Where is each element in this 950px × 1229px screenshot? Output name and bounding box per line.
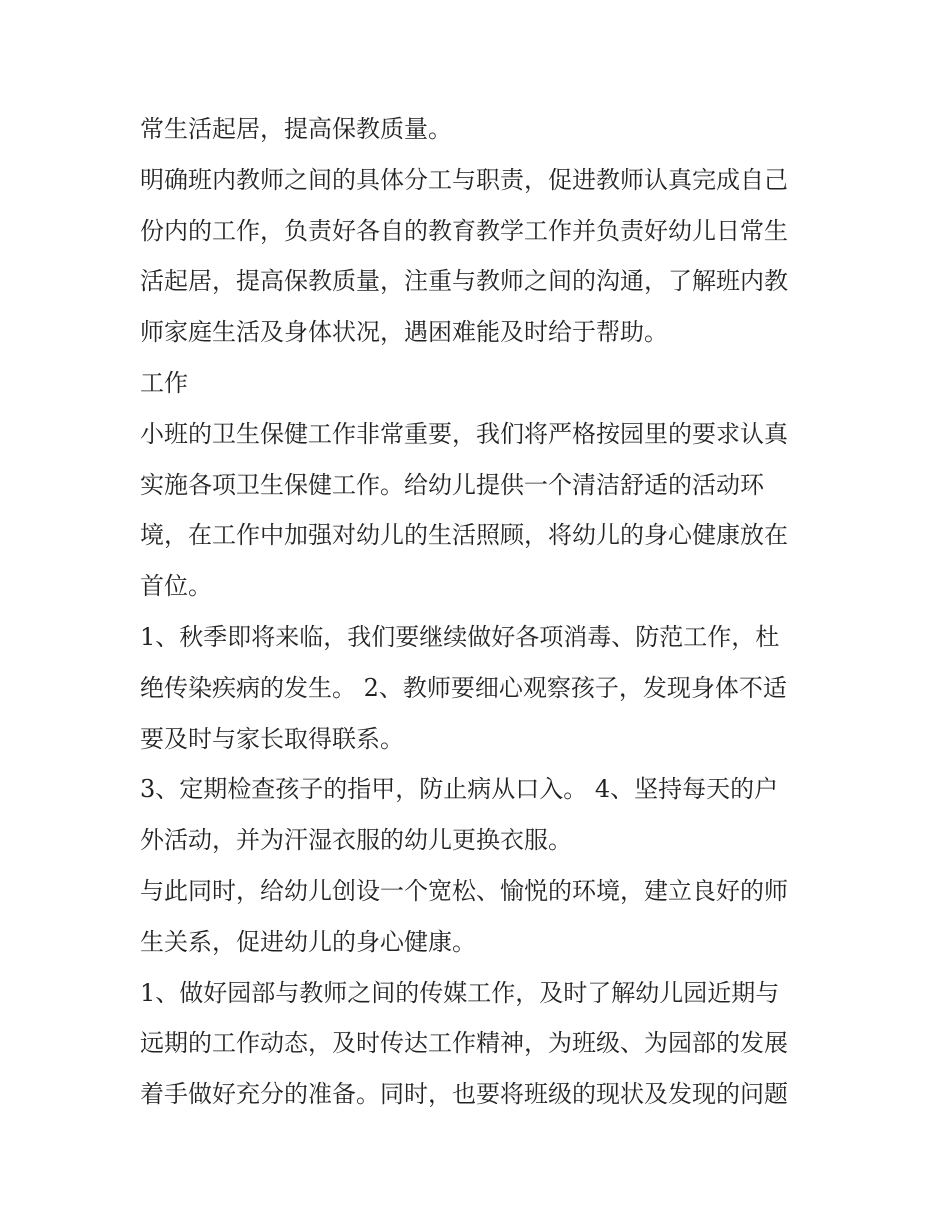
text-line-14: 3、定期检查孩子的指甲，防止病从口入。 4、坚持每天的户	[140, 775, 779, 804]
text-line-15: 外活动，并为汗湿衣服的幼儿更换衣服。	[140, 826, 572, 855]
text-line-2: 明确班内教师之间的具体分工与职责，促进教师认真完成自己	[140, 165, 788, 194]
text-line-7: 小班的卫生保健工作非常重要，我们将严格按园里的要求认真	[140, 419, 788, 448]
text-line-17: 生关系，促进幼儿的身心健康。	[140, 927, 476, 956]
text-line-19: 远期的工作动态，及时传达工作精神，为班级、为园部的发展	[140, 1029, 788, 1058]
text-line-9: 境，在工作中加强对幼儿的生活照顾，将幼儿的身心健康放在	[140, 521, 788, 550]
text-line-12: 绝传染疾病的发生。 2、教师要细心观察孩子，发现身体不适	[140, 673, 787, 702]
text-line-3: 份内的工作，负责好各自的教育教学工作并负责好幼儿日常生	[140, 216, 788, 245]
text-line-1: 常生活起居，提高保教质量。	[140, 115, 452, 143]
section-heading: 工作	[140, 368, 188, 397]
text-line-20: 着手做好充分的准备。同时，也要将班级的现状及发现的问题	[140, 1080, 788, 1109]
text-line-8: 实施各项卫生保健工作。给幼儿提供一个清洁舒适的活动环	[140, 470, 764, 499]
text-line-16: 与此同时，给幼儿创设一个宽松、愉悦的环境，建立良好的师	[140, 876, 788, 905]
body-text	[140, 104, 820, 1120]
text-line-13: 要及时与家长取得联系。	[140, 724, 404, 753]
text-line-5: 师家庭生活及身体状况，遇困难能及时给于帮助。	[140, 318, 668, 347]
text-line-11: 1、秋季即将来临，我们要继续做好各项消毒、防范工作，杜	[140, 622, 780, 651]
text-line-10: 首位。	[140, 572, 212, 601]
text-line-4: 活起居，提高保教质量，注重与教师之间的沟通，了解班内教	[140, 267, 788, 296]
text-line-18: 1、做好园部与教师之间的传媒工作，及时了解幼儿园近期与	[140, 978, 780, 1007]
